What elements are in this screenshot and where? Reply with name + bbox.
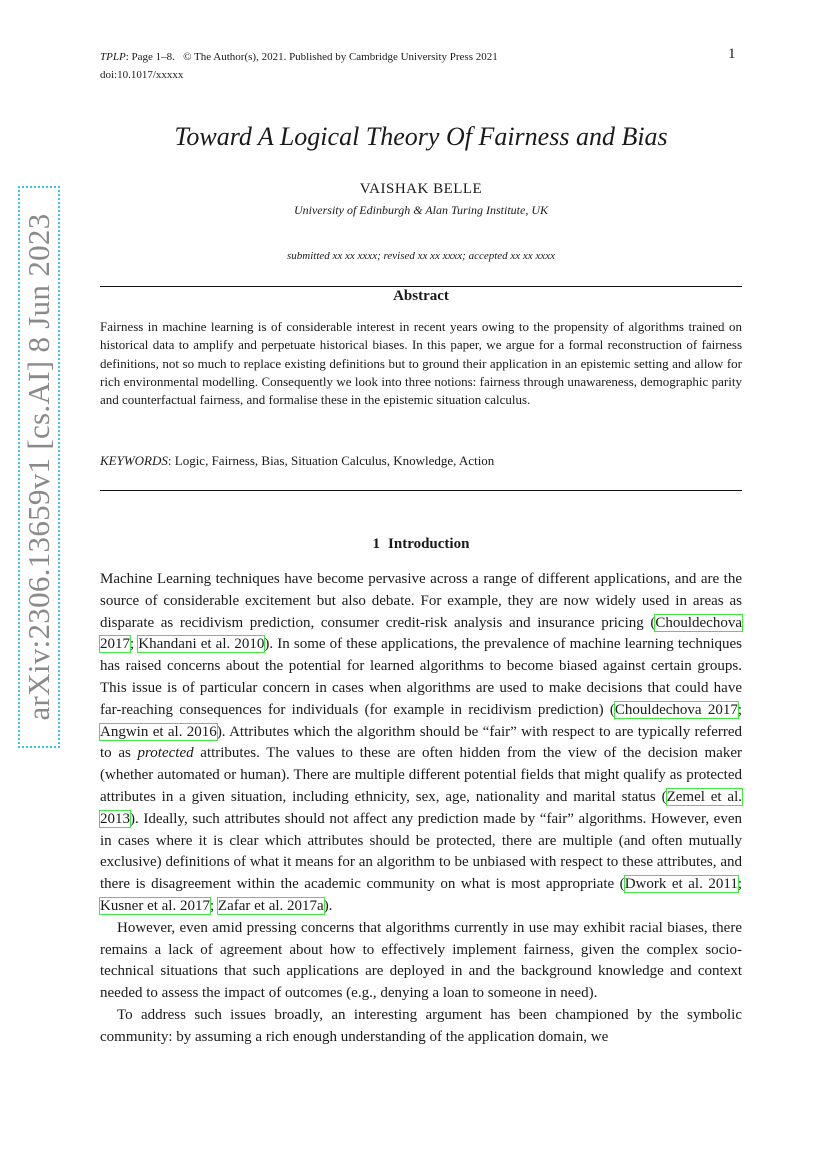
abstract-heading: Abstract: [393, 288, 449, 304]
introduction-body: [100, 569, 742, 1049]
text-span: ;: [737, 701, 742, 718]
text-span: ;: [737, 876, 742, 893]
arxiv-stamp[interactable]: [18, 186, 60, 748]
paragraph-2: However, even amid pressing concerns that algorithms currently in use may exhibit racial biases, there remains a lack of agreement about how to effectively implement fairness, given the complex socio-technical situations that such applications are deployed in and the background knowledge and context needed to assess the impact of outcomes (e.g., denying a loan to someone in need).: [100, 919, 742, 1002]
submission-dates: submitted xx xx xxxx; revised xx xx xxxx; accepted xx xx xxxx: [287, 250, 555, 262]
copyright-notice: © The Author(s), 2021. Published by Cambridge University Press 2021: [183, 51, 498, 63]
section-title: Introduction: [388, 536, 470, 552]
abstract-top-rule: [100, 286, 742, 287]
doi: doi:10.1017/xxxxx: [100, 69, 184, 81]
text-span: ).: [323, 897, 333, 914]
citation-link[interactable]: Zemel et al. 2013: [100, 788, 742, 827]
text-span: ). Ideally, such attributes should not affect any prediction made by “fair” algorithms. However, even in cases where it is clear which attributes should be protected, there are multiple (and often mutually exclusive) definitions of what it means for an algorithm to be unbiased with respect to these attributes, and there is disagreement within the academic community on what is most appropriate (: [100, 810, 742, 893]
text-span: ). In some of these applications, the prevalence of machine learning techniques has raised concerns about the potential for learned algorithms to become biased against certain groups. This issue is of particular concern in cases when algorithms are used to make decisions that could have far-reaching consequences for individuals (for example in recidivism prediction) (: [100, 636, 743, 718]
paragraph-3: To address such issues broadly, an interesting argument has been championed by the symbolic community: by assuming a rich enough understanding of the application domain, we: [100, 1006, 742, 1045]
text-span: ;: [130, 636, 139, 653]
section-heading: [0, 536, 828, 553]
text-span: ). Attributes which the algorithm should be “fair” with respect to are typically referred to as: [100, 723, 743, 762]
keywords: [100, 453, 742, 469]
text-span: Machine Learning techniques have become pervasive across a range of different applications, and are the source of considerable excitement but also debate. For example, they are now widely used in areas as disparate as recidivism prediction, consumer credit-risk analysis and insurance pricing (: [100, 571, 742, 631]
section-number: 1: [372, 536, 381, 552]
citation-link[interactable]: Zafar et al. 2017a: [217, 897, 324, 914]
abstract-bottom-rule: [100, 490, 742, 491]
citation-link[interactable]: Kusner et al. 2017: [100, 897, 210, 914]
page-range: : Page 1–8.: [125, 51, 175, 63]
citation-link[interactable]: Dwork et al. 2011: [624, 876, 738, 893]
emphasis-text: protected: [137, 745, 194, 762]
citation-link[interactable]: Chouldechova 2017: [614, 701, 738, 718]
paper-title: Toward A Logical Theory Of Fairness and Bias: [174, 122, 668, 151]
paragraph-1: [100, 569, 742, 918]
citation-link[interactable]: Chouldechova 2017: [100, 614, 742, 653]
text-span: attributes. The values to these are often hidden from the view of the decision maker (whether automated or human). There are multiple different potential fields that might qualify as protected attributes in a given situation, including ethnicity, sex, age, nationality and marital status (: [100, 745, 742, 805]
text-span: ;: [209, 897, 218, 914]
keywords-label: KEYWORDS: [100, 453, 168, 468]
page-number: 1: [728, 46, 736, 62]
running-head: [100, 48, 650, 84]
author-affiliation: University of Edinburgh & Alan Turing Institute, UK: [293, 203, 548, 217]
citation-link[interactable]: Khandani et al. 2010: [138, 636, 265, 653]
citation-link[interactable]: Angwin et al. 2016: [100, 723, 217, 740]
author-name: VAISHAK BELLE: [359, 181, 483, 197]
arxiv-id: arXiv:2306.13659v1 [cs.AI] 8 Jun 2023: [21, 213, 56, 721]
abstract-text: Fairness in machine learning is of considerable interest in recent years owing to the propensity of algorithms trained on historical data to amplify and perpetuate historical biases. In this paper, we argue for a formal reconstruction of fairness definitions, not so much to replace existing definitions but to ground their application in an epistemic setting and allow for rich environmental modelling. Consequently we look into three notions: fairness through unawareness, demographic parity and counterfactual fairness, and formalise these in the epistemic situation calculus.: [100, 319, 742, 408]
journal-name: TPLP: [100, 51, 126, 63]
keywords-text: : Logic, Fairness, Bias, Situation Calculus, Knowledge, Action: [167, 453, 495, 468]
